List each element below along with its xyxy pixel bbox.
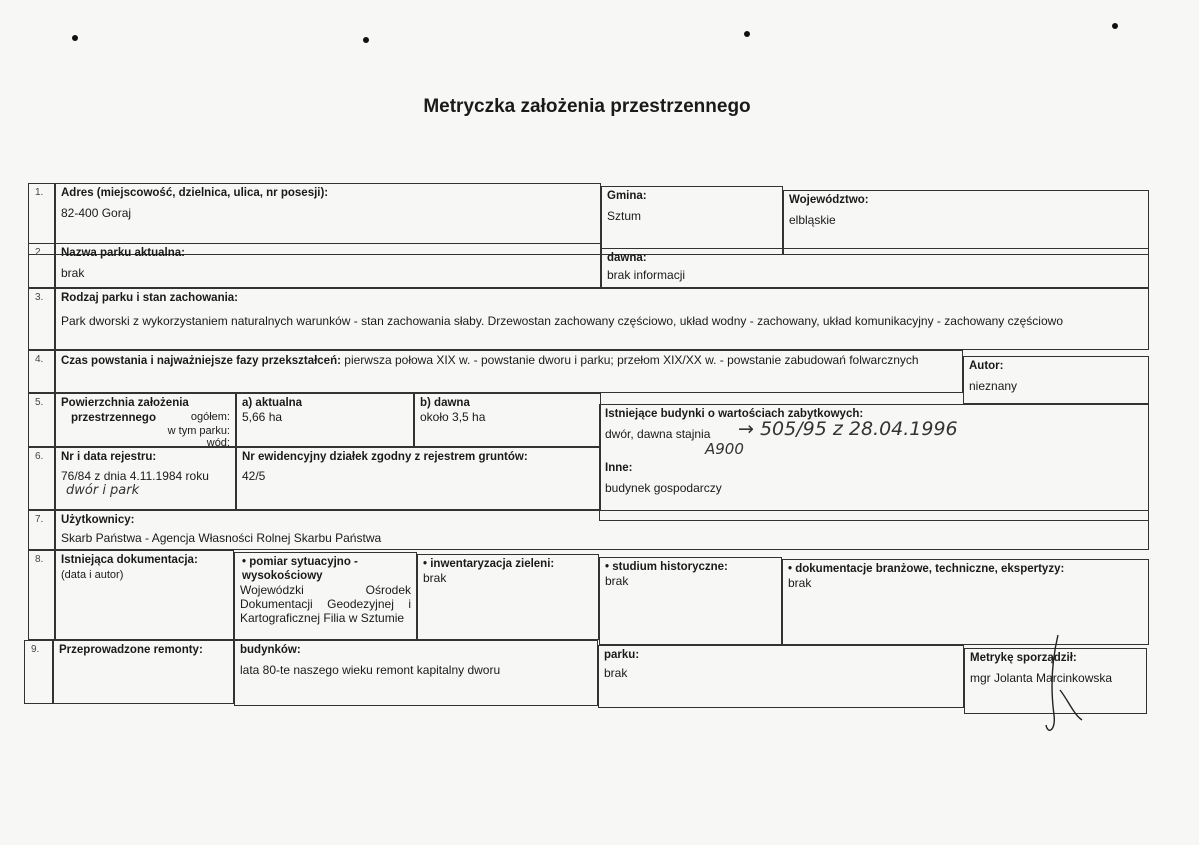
survey-value: Wojewódzki Ośrodek Dokumentacji Geodezyjnej i Kartograficznej Filia w Sztumie bbox=[240, 583, 411, 625]
punch-hole bbox=[1112, 23, 1118, 29]
renovations-buildings-value: lata 80-te naszego wieku remont kapitalny dworu bbox=[240, 663, 501, 677]
plot-number-label: Nr ewidencyjny działek zgodny z rejestrem gruntów: bbox=[242, 451, 528, 463]
punch-hole bbox=[744, 31, 750, 37]
area-water: wód: bbox=[206, 437, 230, 449]
survey-label: • pomiar sytuacyjno - wysokościowy bbox=[242, 556, 358, 582]
area-current-label: a) aktualna bbox=[242, 397, 303, 409]
gmina-value: Sztum bbox=[607, 209, 642, 223]
technical-docs-label-text: dokumentacje branżowe, techniczne, ekspertyzy: bbox=[795, 563, 1065, 575]
row-number: 9. bbox=[24, 640, 53, 704]
renovations-park-cell bbox=[598, 645, 964, 708]
park-name-cell bbox=[55, 243, 601, 288]
users-label: Użytkownicy: bbox=[61, 514, 135, 526]
documentation-cell bbox=[55, 550, 234, 640]
former-name-value: brak informacji bbox=[607, 268, 686, 282]
history-cell bbox=[55, 350, 963, 393]
survey-cell bbox=[234, 552, 417, 640]
register-value: 76/84 z dnia 4.11.1984 roku bbox=[61, 469, 209, 483]
park-type-cell bbox=[55, 288, 1149, 350]
other-buildings-value: budynek gospodarczy bbox=[605, 481, 722, 495]
handwritten-register-note: → 505/95 z 28.04.1996 bbox=[738, 418, 958, 440]
users-value: Skarb Państwa - Agencja Własności Rolnej Skarbu Państwa bbox=[61, 531, 382, 545]
gmina-label: Gmina: bbox=[607, 190, 647, 202]
row-number: 5. bbox=[28, 393, 55, 447]
handwritten-number: A900 bbox=[705, 440, 744, 458]
register-cell bbox=[55, 447, 236, 510]
park-name-value: brak bbox=[61, 266, 85, 280]
area-current-value: 5,66 ha bbox=[242, 410, 283, 424]
renovations-label: Przeprowadzone remonty: bbox=[59, 644, 203, 656]
area-former-cell bbox=[414, 393, 601, 447]
history-study-value: brak bbox=[605, 574, 629, 588]
technical-docs-cell bbox=[782, 559, 1149, 645]
park-name-label: Nazwa parku aktualna: bbox=[61, 247, 185, 259]
plot-number-cell bbox=[236, 447, 601, 510]
prepared-by-value: mgr Jolanta Marcinkowska bbox=[970, 671, 1113, 685]
row-number: 4. bbox=[28, 350, 55, 393]
voivodeship-cell bbox=[783, 190, 1149, 255]
row-number: 6. bbox=[28, 447, 55, 510]
area-former-value: około 3,5 ha bbox=[420, 410, 486, 424]
renovations-cell bbox=[53, 640, 234, 704]
page-title: Metryczka założenia przestrzennego bbox=[423, 96, 751, 117]
area-label: Powierzchnia założenia bbox=[61, 397, 189, 409]
handwritten-register-note: dwór i park bbox=[66, 483, 140, 498]
other-buildings-label: Inne: bbox=[605, 462, 633, 474]
row-number: 2. bbox=[28, 243, 55, 288]
voivodeship-label: Województwo: bbox=[789, 194, 869, 206]
survey-label-text: pomiar sytuacyjno - wysokościowy bbox=[242, 556, 358, 582]
greenery-label-text: inwentaryzacja zieleni: bbox=[430, 558, 555, 570]
renovations-buildings-label: budynków: bbox=[240, 644, 301, 656]
heritage-buildings-label: Istniejące budynki o wartościach zabytkowych: bbox=[605, 408, 864, 420]
history-study-label-text: studium historyczne: bbox=[612, 561, 728, 573]
row-number: 7. bbox=[28, 510, 55, 550]
renovations-park-label: parku: bbox=[604, 649, 640, 661]
row-number: 3. bbox=[28, 288, 55, 350]
area-total: ogółem: bbox=[190, 411, 230, 423]
former-name-cell bbox=[601, 248, 1149, 288]
author-value: nieznany bbox=[969, 379, 1018, 393]
renovations-buildings-cell bbox=[234, 640, 598, 706]
author-cell bbox=[963, 356, 1149, 404]
renovations-park-value: brak bbox=[604, 666, 628, 680]
gmina-cell bbox=[601, 186, 783, 255]
punch-hole bbox=[363, 37, 369, 43]
row-number: 1. bbox=[28, 183, 55, 255]
area-label-2: przestrzennego bbox=[71, 412, 156, 424]
greenery-cell bbox=[417, 554, 599, 640]
plot-number-value: 42/5 bbox=[242, 469, 266, 483]
former-name-label: dawna: bbox=[607, 252, 647, 264]
technical-docs-value: brak bbox=[788, 576, 812, 590]
area-park: w tym parku: bbox=[167, 425, 230, 437]
history-label: Czas powstania i najważniejsze fazy przekształceń: bbox=[61, 355, 341, 367]
documentation-label: Istniejąca dokumentacja: bbox=[61, 554, 198, 566]
voivodeship-value: elbląskie bbox=[789, 213, 836, 227]
park-type-label: Rodzaj parku i stan zachowania: bbox=[61, 292, 239, 304]
park-type-value: Park dworski z wykorzystaniem naturalnych warunków - stan zachowania słaby. Drzewostan zachowany częściowo, układ wodny - zachowany, układ komunikacyjny - zachowany częściowo bbox=[61, 314, 1063, 328]
punch-hole bbox=[72, 35, 78, 41]
documentation-sub: (data i autor) bbox=[61, 569, 124, 581]
signature bbox=[1030, 630, 1090, 740]
greenery-label: • inwentaryzacja zieleni: bbox=[423, 558, 555, 570]
area-current-cell bbox=[236, 393, 414, 447]
address-label: Adres (miejscowość, dzielnica, ulica, nr posesji): bbox=[61, 187, 329, 199]
history-study-label: • studium historyczne: bbox=[605, 561, 728, 573]
technical-docs-label: • dokumentacje branżowe, techniczne, ekspertyzy: bbox=[788, 563, 1065, 575]
prepared-by-label: Metrykę sporządził: bbox=[970, 652, 1077, 664]
row-number: 8. bbox=[28, 550, 55, 640]
heritage-buildings-value: dwór, dawna stajnia bbox=[605, 427, 711, 441]
history-value: pierwsza połowa XIX w. - powstanie dworu i parku; przełom XIX/XX w. - powstanie zabudowań folwarcznych bbox=[344, 353, 919, 367]
area-former-label: b) dawna bbox=[420, 397, 470, 409]
history-study-cell bbox=[599, 557, 782, 645]
greenery-value: brak bbox=[423, 571, 447, 585]
author-label: Autor: bbox=[969, 360, 1004, 372]
register-label: Nr i data rejestru: bbox=[61, 451, 157, 463]
users-cell bbox=[55, 510, 1149, 550]
address-value: 82-400 Goraj bbox=[61, 206, 132, 220]
area-cell bbox=[55, 393, 236, 447]
